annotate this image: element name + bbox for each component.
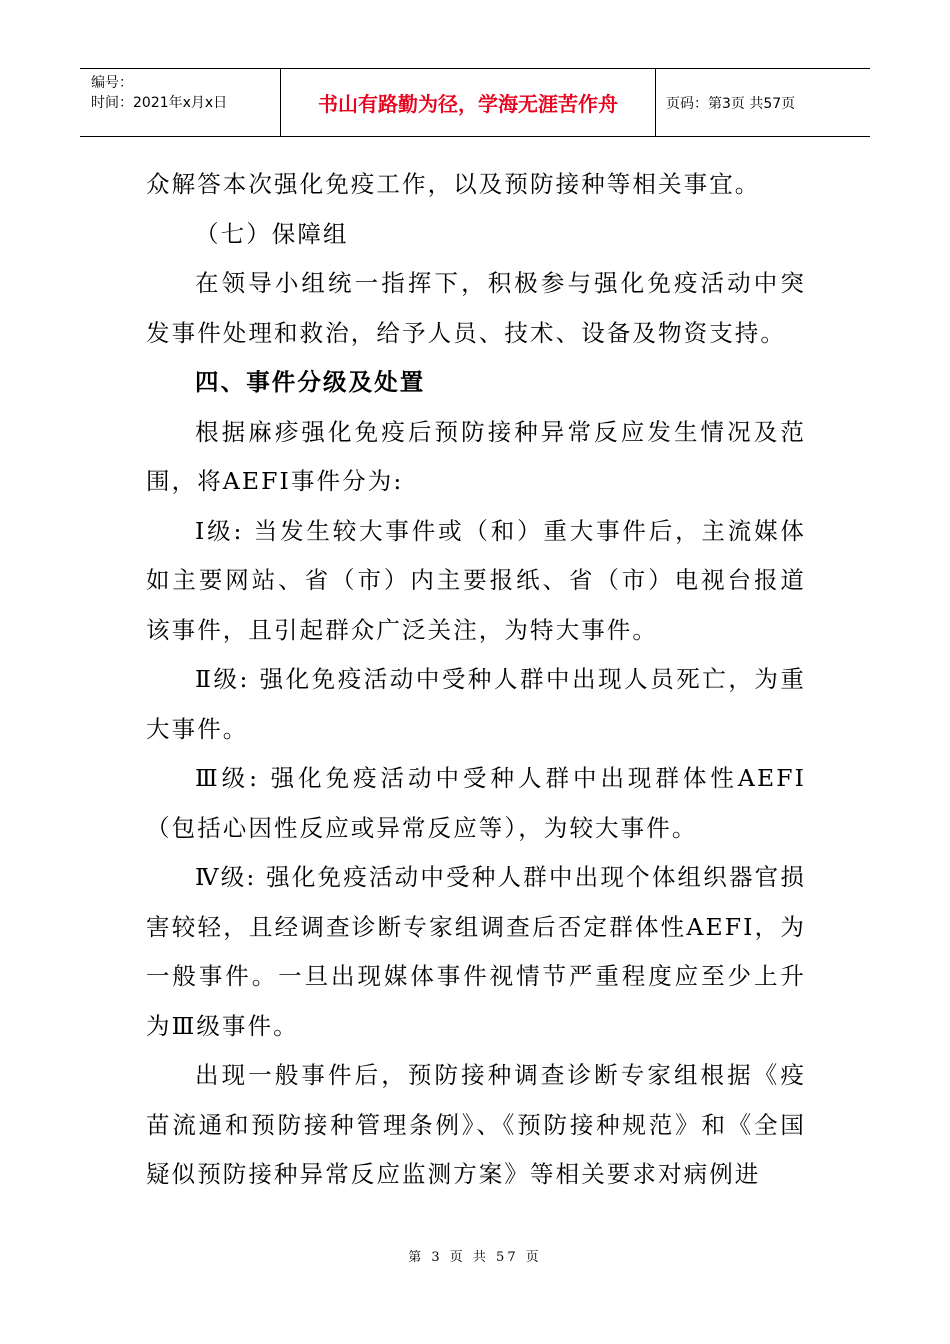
paragraph: Ⅳ级: 强化免疫活动中受种人群中出现个体组织器官损害较轻，且经调查诊断专家组调查后否定群体性AEFI，为一般事件。一旦出现媒体事件视情节严重程度应至少上升为Ⅲ级事件。 — [146, 863, 806, 1040]
paragraph: 众解答本次强化免疫工作，以及预防接种等相关事宜。 — [146, 170, 761, 198]
paragraph: 在领导小组统一指挥下，积极参与强化免疫活动中突发事件处理和救治，给予人员、技术、设备及物资支持。 — [146, 269, 806, 347]
paragraph: Ⅰ级: 当发生较大事件或（和）重大事件后，主流媒体如主要网站、省（市）内主要报纸、省（市）电视台报道该事件，且引起群众广泛关注，为特大事件。 — [146, 516, 806, 644]
header-table — [80, 68, 870, 137]
paragraph: Ⅲ级: 强化免疫活动中受种人群中出现群体性AEFI（包括心因性反应或异常反应等），为较大事件。 — [146, 764, 806, 842]
paragraph: （七）保障组 — [195, 219, 349, 248]
doc-time-label: 时间：2021年x月x日 — [91, 95, 228, 111]
header-meta — [80, 69, 281, 136]
header-page-info: 页码：第3页 共57页 — [666, 95, 796, 112]
doc-number-label: 编号： — [91, 75, 133, 91]
page-footer: 第 3 页 共 57 页 — [408, 1250, 542, 1265]
paragraph: 出现一般事件后，预防接种调查诊断专家组根据《疫苗流通和预防接种管理条例》、《预防接种规范》和《全国疑似预防接种异常反应监测方案》等相关要求对病例进 — [146, 1061, 806, 1188]
paragraph: Ⅱ级: 强化免疫活动中受种人群中出现人员死亡，为重大事件。 — [146, 665, 806, 743]
section-heading: 四、事件分级及处置 — [195, 368, 426, 396]
document-body — [146, 160, 806, 1200]
header-motto: 书山有路勤为径，学海无涯苦作舟 — [281, 69, 656, 136]
paragraph: 根据麻疹强化免疫后预防接种异常反应发生情况及范围，将AEFI事件分为: — [146, 417, 806, 495]
